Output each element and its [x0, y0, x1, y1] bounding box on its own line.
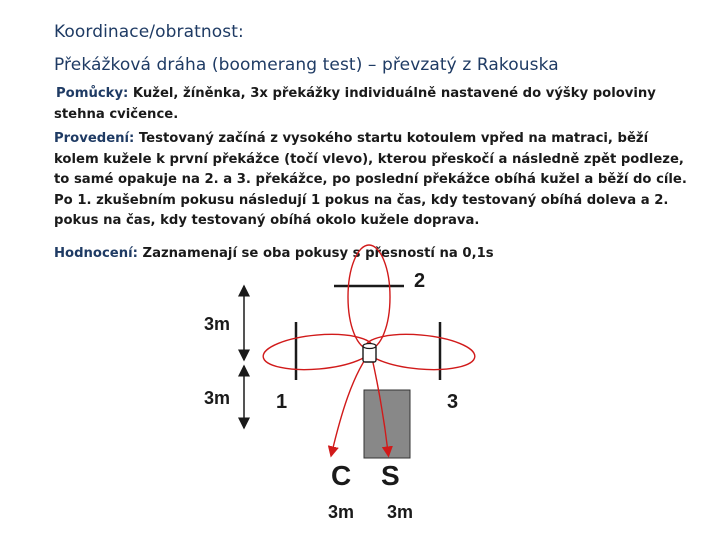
finish-label: C	[331, 460, 352, 491]
equipment-label: Pomůcky:	[56, 86, 129, 101]
cone-icon	[363, 344, 376, 363]
slide-title: Koordinace/obratnost:	[54, 22, 244, 42]
dimension-label-bottom: 3m	[204, 388, 231, 408]
obstacle-1-label: 1	[276, 391, 288, 413]
obstacle-3-label: 3	[447, 391, 459, 413]
obstacle-2-label: 2	[414, 270, 426, 292]
start-distance-label: 3m	[387, 502, 414, 522]
evaluation-text: Zaznamenají se oba pokusy s přesností na 0,1s	[137, 246, 494, 260]
slide-subtitle: Překážková dráha (boomerang test) – převzatý z Rakouska	[54, 55, 559, 75]
finish-distance-label: 3m	[328, 502, 355, 522]
dimension-label-top: 3m	[204, 314, 231, 334]
evaluation-label: Hodnocení:	[54, 246, 138, 260]
procedure-text: Testovaný začíná z vysokého startu kotoulem vpřed na matraci, běží kolem kužele k první překážce (točí vlevo), kterou přeskočí a následně zpět podleze, to samé opakuje na 2. a 3. překážce, po poslední překážce obíhá kužel a běží do cíle. Po 1. zkušebním pokusu následují 1 pokus na čas, kdy testovaný obíhá doleva a 2. pokus na čas, kdy testovaný obíhá okolo kužele doprava.	[54, 131, 687, 228]
start-label: S	[381, 460, 400, 491]
procedure-label: Provedení:	[54, 131, 135, 146]
equipment-text: Kužel, žíněnka, 3x překážky individuálně nastavené do výšky poloviny stehna cvičence.	[54, 86, 656, 122]
